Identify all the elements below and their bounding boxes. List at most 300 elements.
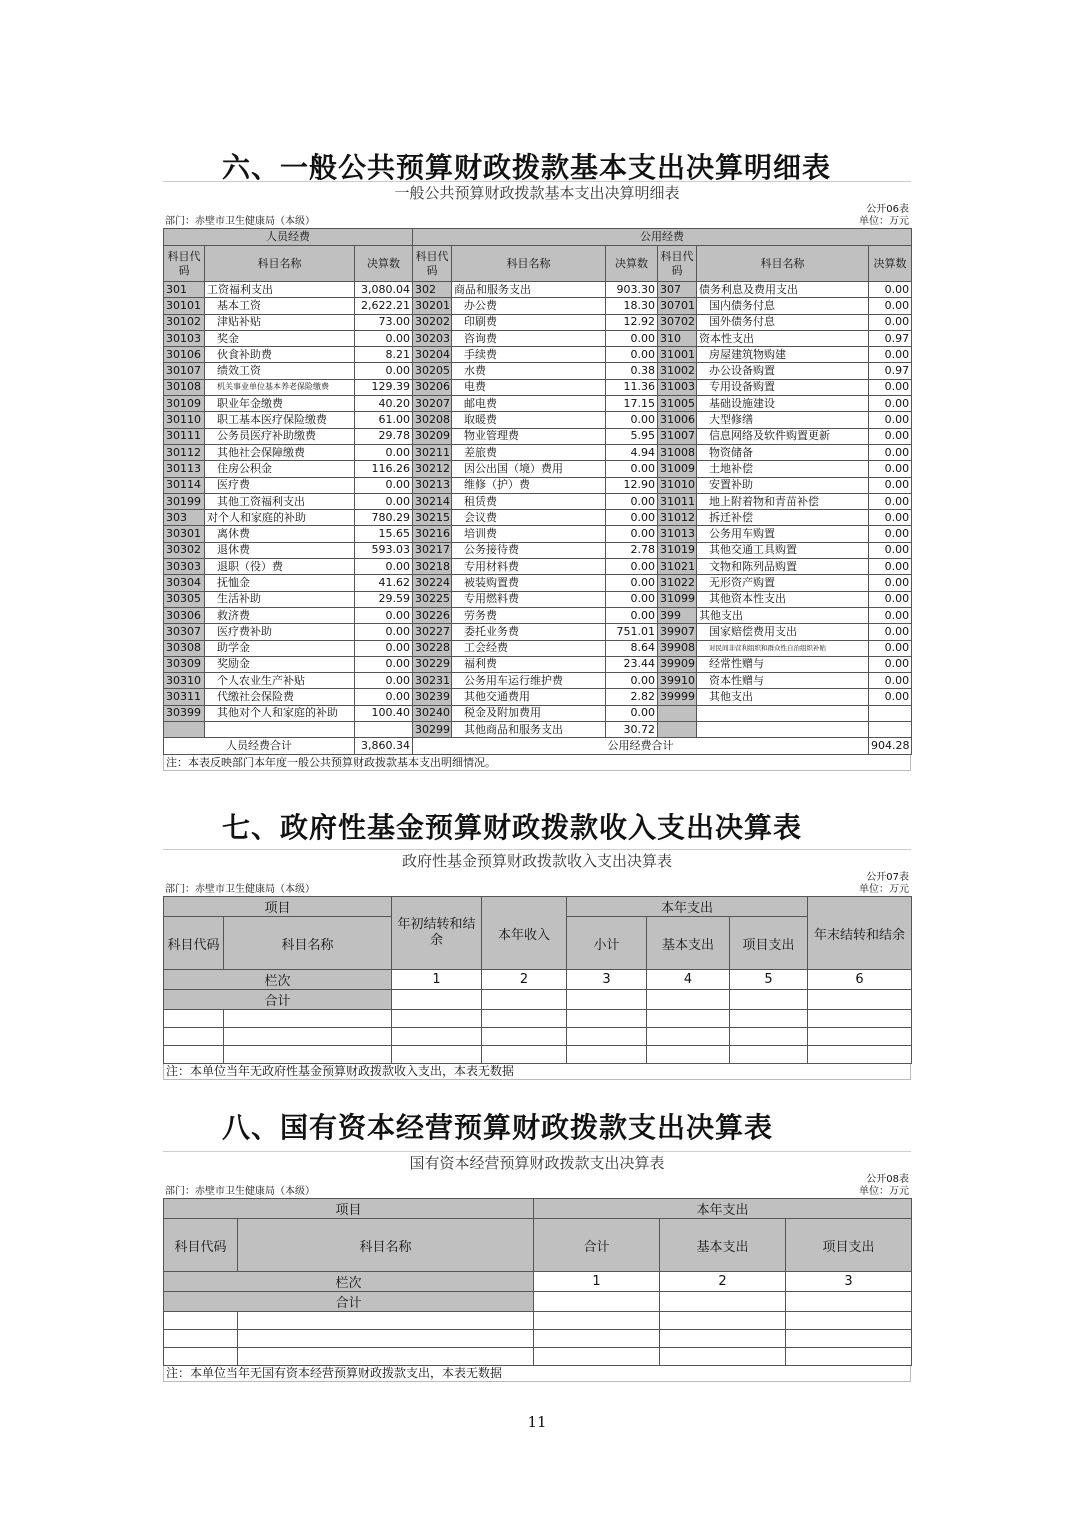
col-name: 科目名称 [452, 246, 606, 282]
cell-amount: 0.00 [869, 575, 912, 591]
cell-code: 30701 [658, 298, 697, 314]
cell-code: 30302 [164, 542, 205, 558]
table7-note: 注：本单位当年无政府性基金预算财政拨款收入支出，本表无数据 [163, 1064, 911, 1080]
cell-code: 30107 [164, 363, 205, 379]
cell-code: 30108 [164, 379, 205, 395]
table8 [163, 1198, 912, 1366]
cell-code: 30311 [164, 689, 205, 705]
col-amount: 决算数 [355, 246, 413, 282]
cell-code: 30106 [164, 347, 205, 363]
table-row [164, 330, 912, 346]
cell-amount: 0.00 [606, 591, 658, 607]
table-row [164, 640, 912, 656]
cell-amount: 0.00 [606, 705, 658, 721]
table6-dept: 部门：赤壁市卫生健康局（本级） [165, 216, 315, 227]
table-row [164, 1348, 912, 1366]
cell-amount: 0.00 [869, 412, 912, 428]
col-number: 2 [660, 1272, 786, 1292]
table-row [164, 526, 912, 542]
cell-amount: 0.97 [869, 363, 912, 379]
col-project: 项目支出 [730, 917, 808, 970]
col-code: 科目代码 [658, 246, 697, 282]
table-row [164, 347, 912, 363]
cell-amount: 0.00 [869, 379, 912, 395]
cell-code: 30110 [164, 412, 205, 428]
cell-name: 水费 [452, 363, 606, 379]
cell-name: 安置补助 [697, 477, 869, 493]
cell-amount: 0.00 [869, 656, 912, 672]
table-row [164, 1010, 912, 1028]
cell-amount: 0.00 [355, 689, 413, 705]
cell-amount: 116.26 [355, 461, 413, 477]
cell-amount: 0.00 [355, 607, 413, 623]
cell-name: 伙食补助费 [205, 347, 355, 363]
col-amount: 决算数 [869, 246, 912, 282]
cell-amount: 0.00 [869, 396, 912, 412]
cell-name: 代缴社会保险费 [205, 689, 355, 705]
cell-code: 30305 [164, 591, 205, 607]
cell-amount: 0.00 [869, 444, 912, 460]
cell-name: 土地补偿 [697, 461, 869, 477]
cell-amount: 0.00 [606, 559, 658, 575]
cell-amount: 40.20 [355, 396, 413, 412]
cell-name: 物业管理费 [452, 428, 606, 444]
cell-name: 抚恤金 [205, 575, 355, 591]
section7-heading: 七、政府性基金预算财政拨款收入支出决算表 [222, 811, 803, 844]
table-row [164, 1028, 912, 1046]
cell-name: 助学金 [205, 640, 355, 656]
cell-name: 生活补助 [205, 591, 355, 607]
cell-name: 职工基本医疗保险缴费 [205, 412, 355, 428]
cell-code [658, 705, 697, 721]
col-project: 项目支出 [786, 1219, 912, 1272]
total-label: 合计 [164, 990, 392, 1010]
cell-amount: 11.36 [606, 379, 658, 395]
col-code: 科目代码 [164, 917, 224, 970]
table-row [164, 282, 912, 298]
cell-amount: 29.59 [355, 591, 413, 607]
cell-amount: 2.82 [606, 689, 658, 705]
item-header: 项目 [164, 1199, 534, 1219]
cell-name: 咨询费 [452, 330, 606, 346]
cell-code: 30307 [164, 624, 205, 640]
cell-name: 办公费 [452, 298, 606, 314]
table7-meta [163, 884, 911, 896]
cell-code: 30224 [413, 575, 452, 591]
cell-code: 39999 [658, 689, 697, 705]
table-row [164, 656, 912, 672]
row-label: 栏次 [164, 1272, 534, 1292]
table8-meta [163, 1186, 911, 1198]
table-row [164, 477, 912, 493]
table-row [164, 722, 912, 738]
table-row [164, 396, 912, 412]
table-row [164, 559, 912, 575]
col-number: 3 [567, 970, 647, 990]
cell-name [205, 722, 355, 738]
col-number: 2 [482, 970, 567, 990]
cell-code: 30214 [413, 493, 452, 509]
cell-name: 资本性支出 [697, 330, 869, 346]
cell-code: 30209 [413, 428, 452, 444]
cell-name: 专用燃料费 [452, 591, 606, 607]
cell-amount: 0.00 [355, 656, 413, 672]
cell-amount: 780.29 [355, 510, 413, 526]
table-row [164, 689, 912, 705]
cell-name: 对民间非营利组织和群众性自治组织补贴 [697, 640, 869, 656]
cell-code: 31006 [658, 412, 697, 428]
cell-code: 30202 [413, 314, 452, 330]
table-row [164, 510, 912, 526]
cell-code: 31010 [658, 477, 697, 493]
cell-code [164, 722, 205, 738]
cell-code: 30215 [413, 510, 452, 526]
cell-amount: 23.44 [606, 656, 658, 672]
col-income: 本年收入 [482, 897, 567, 970]
table-row [164, 607, 912, 623]
cell-amount: 0.00 [606, 526, 658, 542]
cell-code: 30218 [413, 559, 452, 575]
cell-code: 30103 [164, 330, 205, 346]
cell-amount: 61.00 [355, 412, 413, 428]
cell-code: 31002 [658, 363, 697, 379]
col-code: 科目代码 [164, 246, 205, 282]
cell-name: 因公出国（境）费用 [452, 461, 606, 477]
cell-amount: 0.00 [606, 575, 658, 591]
col-number: 1 [534, 1272, 660, 1292]
cell-name: 大型修缮 [697, 412, 869, 428]
col-name: 科目名称 [205, 246, 355, 282]
cell-name: 其他社会保障缴费 [205, 444, 355, 460]
table-row [164, 314, 912, 330]
cell-name: 公务用车购置 [697, 526, 869, 542]
cell-code: 31003 [658, 379, 697, 395]
cell-code: 30299 [413, 722, 452, 738]
total-personnel-value: 3,860.34 [355, 738, 413, 754]
col-amount: 决算数 [606, 246, 658, 282]
cell-code: 30203 [413, 330, 452, 346]
cell-name: 资本性赠与 [697, 673, 869, 689]
cell-amount: 751.01 [606, 624, 658, 640]
cell-code: 30208 [413, 412, 452, 428]
cell-code: 30229 [413, 656, 452, 672]
cell-name: 奖励金 [205, 656, 355, 672]
cell-name: 其他支出 [697, 607, 869, 623]
cell-name: 房屋建筑物购建 [697, 347, 869, 363]
cell-name: 电费 [452, 379, 606, 395]
cell-name: 其他对个人和家庭的补助 [205, 705, 355, 721]
cell-name: 国家赔偿费用支出 [697, 624, 869, 640]
cell-amount: 2,622.21 [355, 298, 413, 314]
col-subtotal: 小计 [567, 917, 647, 970]
cell-code: 39908 [658, 640, 697, 656]
table-row [164, 705, 912, 721]
cell-name: 被装购置费 [452, 575, 606, 591]
cell-code: 30213 [413, 477, 452, 493]
cell-name: 公务接待费 [452, 542, 606, 558]
cell-code: 30102 [164, 314, 205, 330]
cell-code [658, 722, 697, 738]
cell-name: 津贴补贴 [205, 314, 355, 330]
cell-code: 31008 [658, 444, 697, 460]
table-row [164, 493, 912, 509]
cell-name: 培训费 [452, 526, 606, 542]
cell-name: 其他支出 [697, 689, 869, 705]
cell-name: 工会经费 [452, 640, 606, 656]
cell-amount: 0.00 [606, 347, 658, 363]
cell-name: 医疗费补助 [205, 624, 355, 640]
cell-amount: 3,080.04 [355, 282, 413, 298]
cell-name: 取暖费 [452, 412, 606, 428]
table7-sheet [163, 849, 911, 1080]
group-personnel: 人员经费 [164, 229, 413, 246]
table8-note: 注：本单位当年无国有资本经营预算财政拨款支出，本表无数据 [163, 1366, 911, 1382]
cell-code: 30303 [164, 559, 205, 575]
cell-code: 31022 [658, 575, 697, 591]
table7-title: 政府性基金预算财政拨款收入支出决算表 [163, 849, 911, 872]
table-row [164, 1046, 912, 1064]
cell-code: 30308 [164, 640, 205, 656]
cell-code: 30206 [413, 379, 452, 395]
cell-code: 30113 [164, 461, 205, 477]
cell-name: 经常性赠与 [697, 656, 869, 672]
cell-amount: 0.00 [606, 461, 658, 477]
col-name: 科目名称 [697, 246, 869, 282]
cell-name: 医疗费 [205, 477, 355, 493]
cell-name: 福利费 [452, 656, 606, 672]
table6-title: 一般公共预算财政拨款基本支出决算明细表 [163, 181, 911, 204]
cell-code: 30227 [413, 624, 452, 640]
table-row [164, 1312, 912, 1330]
cell-name: 其他资本性支出 [697, 591, 869, 607]
cell-name [697, 722, 869, 738]
cell-name: 地上附着物和青苗补偿 [697, 493, 869, 509]
table-row [164, 673, 912, 689]
cell-name: 办公设备购置 [697, 363, 869, 379]
cell-amount: 0.00 [606, 412, 658, 428]
cell-amount: 18.30 [606, 298, 658, 314]
cell-amount: 0.00 [355, 640, 413, 656]
cell-name: 个人农业生产补贴 [205, 673, 355, 689]
cell-code: 31007 [658, 428, 697, 444]
cell-code: 30199 [164, 493, 205, 509]
page-number: 11 [527, 1413, 547, 1431]
col-code: 科目代码 [413, 246, 452, 282]
cell-code: 30240 [413, 705, 452, 721]
cell-code: 30239 [413, 689, 452, 705]
cell-name: 租赁费 [452, 493, 606, 509]
col-number: 3 [786, 1272, 912, 1292]
cell-name: 专用材料费 [452, 559, 606, 575]
col-name: 科目名称 [238, 1219, 534, 1272]
cell-amount: 0.38 [606, 363, 658, 379]
cell-code: 30226 [413, 607, 452, 623]
cell-code: 31013 [658, 526, 697, 542]
table8-title: 国有资本经营预算财政拨款支出决算表 [163, 1151, 911, 1174]
cell-name: 专用设备购置 [697, 379, 869, 395]
cell-name: 绩效工资 [205, 363, 355, 379]
cell-name: 税金及附加费用 [452, 705, 606, 721]
cell-name: 维修（护）费 [452, 477, 606, 493]
table7-form-no: 公开07表 [866, 872, 909, 883]
table-row [164, 591, 912, 607]
cell-amount: 29.78 [355, 428, 413, 444]
cell-code: 30225 [413, 591, 452, 607]
table6-sheet [163, 181, 911, 771]
cell-amount: 0.00 [869, 314, 912, 330]
cell-amount: 0.00 [869, 607, 912, 623]
cell-name: 差旅费 [452, 444, 606, 460]
cell-amount: 0.00 [606, 607, 658, 623]
cell-code: 30702 [658, 314, 697, 330]
cell-amount: 8.64 [606, 640, 658, 656]
table8-unit: 单位：万元 [859, 1186, 909, 1197]
cell-code: 302 [413, 282, 452, 298]
cell-amount [869, 722, 912, 738]
cell-amount: 129.39 [355, 379, 413, 395]
cell-amount: 15.65 [355, 526, 413, 542]
cell-code: 30309 [164, 656, 205, 672]
cell-code: 31099 [658, 591, 697, 607]
cell-name: 奖金 [205, 330, 355, 346]
cell-code: 30211 [413, 444, 452, 460]
cell-name: 文物和陈列品购置 [697, 559, 869, 575]
cell-amount: 0.97 [869, 330, 912, 346]
cell-code: 31001 [658, 347, 697, 363]
cell-code: 30112 [164, 444, 205, 460]
total-label: 合计 [164, 1292, 534, 1312]
cell-code: 31009 [658, 461, 697, 477]
col-expense-group: 本年支出 [567, 897, 808, 917]
cell-name: 职业年金缴费 [205, 396, 355, 412]
col-expense-group: 本年支出 [534, 1199, 912, 1219]
table-row [164, 363, 912, 379]
cell-name: 机关事业单位基本养老保险缴费 [205, 379, 355, 395]
cell-code: 30304 [164, 575, 205, 591]
cell-amount: 0.00 [869, 673, 912, 689]
cell-name: 其他交通工具购置 [697, 542, 869, 558]
cell-amount: 12.92 [606, 314, 658, 330]
cell-amount: 0.00 [869, 559, 912, 575]
table6-meta [163, 216, 911, 228]
table-row [164, 444, 912, 460]
table8-form-no: 公开08表 [866, 1174, 909, 1185]
cell-amount: 0.00 [355, 363, 413, 379]
table6-unit: 单位：万元 [859, 216, 909, 227]
cell-amount: 0.00 [355, 559, 413, 575]
cell-name: 基础设施建设 [697, 396, 869, 412]
cell-amount: 0.00 [869, 689, 912, 705]
cell-code: 307 [658, 282, 697, 298]
cell-name: 国外债务付息 [697, 314, 869, 330]
cell-code: 30301 [164, 526, 205, 542]
cell-amount: 0.00 [355, 330, 413, 346]
cell-amount: 0.00 [869, 347, 912, 363]
cell-amount: 0.00 [869, 510, 912, 526]
col-number: 5 [730, 970, 808, 990]
cell-name: 其他工资福利支出 [205, 493, 355, 509]
cell-code: 30310 [164, 673, 205, 689]
cell-code: 30109 [164, 396, 205, 412]
section6-heading: 六、一般公共预算财政拨款基本支出决算明细表 [222, 151, 832, 184]
table-row [164, 298, 912, 314]
cell-name: 债务利息及费用支出 [697, 282, 869, 298]
cell-amount: 0.00 [606, 673, 658, 689]
cell-code: 31011 [658, 493, 697, 509]
cell-name: 工资福利支出 [205, 282, 355, 298]
cell-amount: 0.00 [606, 330, 658, 346]
cell-amount: 12.90 [606, 477, 658, 493]
cell-amount: 0.00 [355, 477, 413, 493]
cell-code: 30114 [164, 477, 205, 493]
cell-code: 30205 [413, 363, 452, 379]
col-number: 6 [808, 970, 912, 990]
cell-amount: 0.00 [606, 493, 658, 509]
cell-name: 公务员医疗补助缴费 [205, 428, 355, 444]
col-name: 科目名称 [224, 917, 392, 970]
cell-amount: 593.03 [355, 542, 413, 558]
cell-amount [869, 705, 912, 721]
cell-amount: 8.21 [355, 347, 413, 363]
cell-amount: 30.72 [606, 722, 658, 738]
cell-name: 退职（役）费 [205, 559, 355, 575]
col-basic: 基本支出 [647, 917, 730, 970]
table8-dept: 部门：赤壁市卫生健康局（本级） [165, 1186, 315, 1197]
cell-name: 退休费 [205, 542, 355, 558]
table8-sheet [163, 1151, 911, 1382]
cell-code: 30216 [413, 526, 452, 542]
table-row [164, 575, 912, 591]
cell-code: 30101 [164, 298, 205, 314]
cell-amount: 0.00 [869, 477, 912, 493]
col-begin: 年初结转和结余 [392, 897, 482, 970]
cell-code: 30201 [413, 298, 452, 314]
col-basic: 基本支出 [660, 1219, 786, 1272]
cell-name: 对个人和家庭的补助 [205, 510, 355, 526]
cell-amount: 0.00 [869, 640, 912, 656]
cell-name: 委托业务费 [452, 624, 606, 640]
total-public-value: 904.28 [869, 738, 912, 754]
cell-amount: 0.00 [869, 282, 912, 298]
cell-amount: 0.00 [869, 298, 912, 314]
table7 [163, 896, 912, 1064]
cell-code: 303 [164, 510, 205, 526]
cell-amount: 0.00 [355, 493, 413, 509]
item-header: 项目 [164, 897, 392, 917]
cell-code: 39909 [658, 656, 697, 672]
cell-name: 基本工资 [205, 298, 355, 314]
table6 [163, 228, 912, 755]
cell-name: 无形资产购置 [697, 575, 869, 591]
cell-name: 信息网络及软件购置更新 [697, 428, 869, 444]
cell-name: 手续费 [452, 347, 606, 363]
cell-amount: 2.78 [606, 542, 658, 558]
row-label: 栏次 [164, 970, 392, 990]
cell-amount: 0.00 [869, 624, 912, 640]
cell-amount: 4.94 [606, 444, 658, 460]
cell-amount: 0.00 [869, 526, 912, 542]
col-end: 年末结转和结余 [808, 897, 912, 970]
cell-name: 邮电费 [452, 396, 606, 412]
table-row [164, 542, 912, 558]
table-row [164, 412, 912, 428]
cell-amount: 0.00 [355, 673, 413, 689]
cell-code: 30306 [164, 607, 205, 623]
cell-code: 30228 [413, 640, 452, 656]
section8-heading: 八、国有资本经营预算财政拨款支出决算表 [222, 1111, 774, 1144]
col-code: 科目代码 [164, 1219, 238, 1272]
cell-name: 公务用车运行维护费 [452, 673, 606, 689]
